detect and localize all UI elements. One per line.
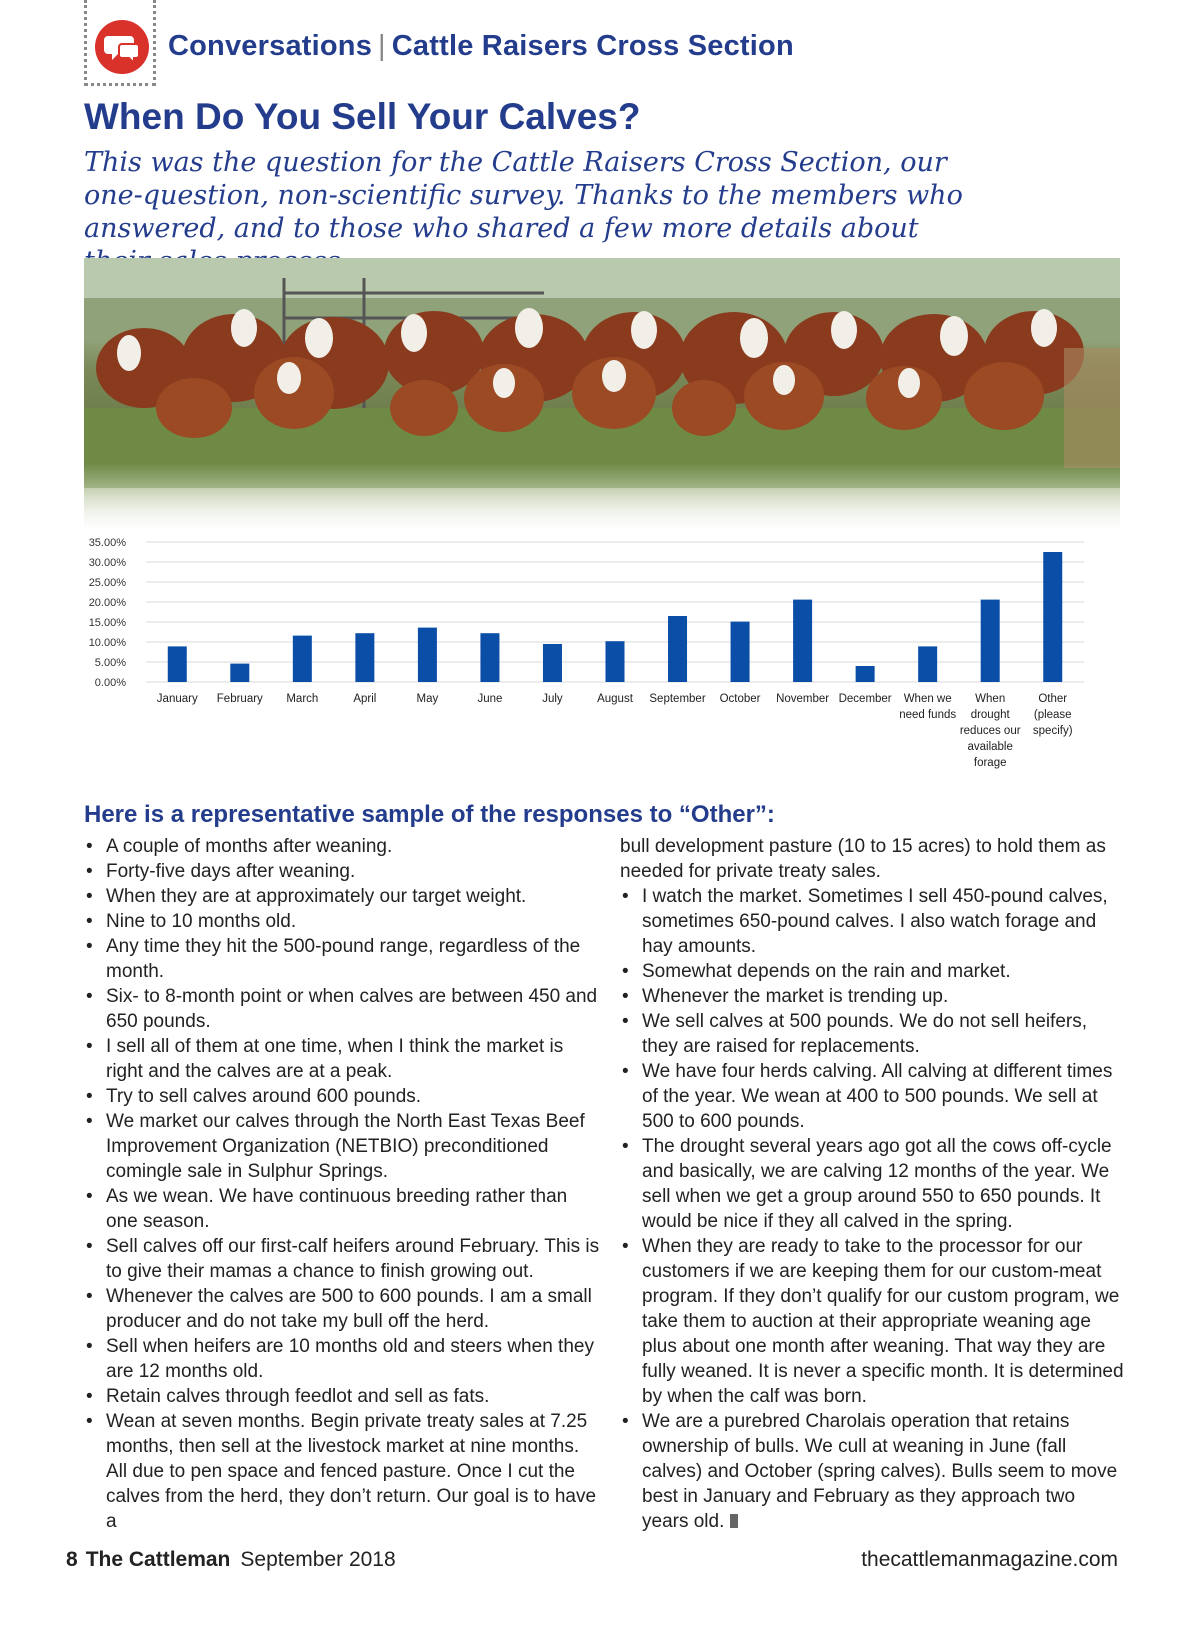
response-item: • We have four herds calving. All calving at different times of the year. We wean at 400 to 500 pounds. We sell at 500 to 600 pounds.	[620, 1059, 1125, 1134]
response-item: • Any time they hit the 500-pound range, regardless of the month.	[84, 934, 604, 984]
response-item: • When they are at approximately our target weight.	[84, 884, 604, 909]
chart-bar	[418, 628, 437, 682]
response-item: • Whenever the market is trending up.	[620, 984, 1125, 1009]
x-tick-line: Other	[1038, 693, 1068, 705]
x-tick-line: available	[967, 741, 1013, 753]
responses-right-column	[620, 834, 1125, 1534]
footer-left	[66, 1548, 396, 1572]
response-item: • Sell when heifers are 10 months old and steers when they are 12 months old.	[84, 1334, 604, 1384]
response-item: • Sell calves off our first-calf heifers around February. This is to give their mamas a chance to finish growing out.	[84, 1234, 604, 1284]
response-item: • We market our calves through the North East Texas Beef Improvement Organization (NETBIO) preconditioned comingle sale in Sulphur Springs.	[84, 1109, 604, 1184]
responses-heading: Here is a representative sample of the responses to “Other”:	[84, 801, 775, 828]
response-item: • As we wean. We have continuous breeding rather than one season.	[84, 1184, 604, 1234]
section-name: Conversations	[168, 30, 373, 62]
x-tick-label	[542, 693, 563, 705]
y-tick-label: 15.00%	[88, 617, 126, 629]
y-tick-label: 30.00%	[88, 557, 126, 569]
chart-bar	[355, 633, 374, 682]
bar-chart-svg	[84, 538, 1120, 804]
x-tick-label	[839, 693, 892, 705]
x-tick-label	[417, 693, 439, 705]
chart-bar	[856, 666, 875, 682]
x-tick-label	[217, 693, 263, 705]
x-tick-line: December	[838, 693, 892, 705]
chart-bar	[981, 600, 1000, 682]
x-tick-line: September	[649, 693, 706, 705]
website-url: thecattlemanmagazine.com	[861, 1548, 1118, 1571]
x-tick-line: February	[216, 693, 263, 705]
x-tick-line: forage	[973, 757, 1007, 769]
chart-bar	[668, 616, 687, 682]
x-tick-label	[960, 693, 1021, 769]
response-item: • When they are ready to take to the processor for our customers if we are keeping them for our custom-meat program. If they don’t qualify for our custom program, we take them to auction at their appropriate weaning age plus about one month after weaning. That way they are fully weaned. It is never a specific month. It is determined by when the calf was born.	[620, 1234, 1125, 1409]
responses-left-column	[84, 834, 604, 1534]
x-tick-label	[286, 693, 318, 705]
section-separator: |	[378, 30, 386, 62]
x-tick-label	[649, 693, 705, 705]
y-tick-label: 35.00%	[88, 538, 126, 549]
y-tick-label: 20.00%	[88, 597, 126, 609]
response-item: • Retain calves through feedlot and sell as fats.	[84, 1384, 604, 1409]
deck-intro: This was the question for the Cattle Raisers Cross Section, our one-question, non-scientific survey. Thanks to the members who answered, and to those who shared a few more details about	[84, 147, 963, 244]
subsection-name: Cattle Raisers Cross Section	[391, 30, 794, 62]
response-item: • I sell all of them at one time, when I think the market is right and the calves are at a peak.	[84, 1034, 604, 1084]
x-tick-line: October	[719, 693, 761, 705]
x-tick-label	[477, 693, 502, 705]
end-of-story-mark	[730, 1514, 738, 1528]
publication-name: The Cattleman	[85, 1548, 231, 1571]
x-tick-line: (please	[1033, 709, 1072, 721]
x-tick-line: January	[156, 693, 198, 705]
section-badge	[84, 0, 156, 86]
chart-bar	[606, 641, 625, 682]
page-number: 8	[66, 1548, 78, 1571]
y-tick-label: 10.00%	[88, 637, 126, 649]
speech-bubbles-icon	[95, 20, 149, 74]
x-tick-label	[899, 693, 956, 721]
x-tick-line: reduces our	[959, 725, 1021, 737]
page-title: When Do You Sell Your Calves?	[84, 96, 641, 137]
cattle-herd-photo	[84, 258, 1120, 533]
x-tick-label	[157, 693, 198, 705]
x-tick-line: June	[477, 693, 503, 705]
response-item: • A couple of months after weaning.	[84, 834, 604, 859]
section-header	[168, 30, 794, 63]
continued-response: bull development pasture (10 to 15 acres) to hold them as needed for private treaty sales.	[620, 836, 1106, 882]
y-tick-label: 0.00%	[94, 677, 126, 689]
chart-bar	[293, 636, 312, 682]
x-tick-line: May	[416, 693, 439, 705]
response-item: • Six- to 8-month point or when calves are between 450 and 650 pounds.	[84, 984, 604, 1034]
x-tick-line: When we	[903, 693, 952, 705]
x-tick-label	[1033, 693, 1073, 737]
x-tick-line: When	[975, 693, 1006, 705]
x-tick-line: July	[542, 693, 563, 705]
response-item: • Wean at seven months. Begin private treaty sales at 7.25 months, then sell at the livestock market at nine months. All due to pen space and fenced pasture. Once I cut the calves from the herd, they don’t return. Our goal is to have a	[84, 1409, 604, 1534]
chart-bar	[1043, 552, 1062, 682]
x-tick-label	[720, 693, 761, 705]
response-item: • We are a purebred Charolais operation that retains ownership of bulls. We cull at weaning in June (fall calves) and October (spring calves). Bulls seem to move best in January and February as they approach two years old.	[620, 1409, 1125, 1534]
response-item: • We sell calves at 500 pounds. We do not sell heifers, they are raised for replacements.	[620, 1009, 1125, 1059]
responses-right-list	[620, 884, 1125, 1534]
chart-bar	[230, 664, 249, 682]
x-tick-line: April	[353, 693, 377, 705]
issue-date: September 2018	[240, 1548, 396, 1571]
response-item: • Nine to 10 months old.	[84, 909, 604, 934]
response-item: • Somewhat depends on the rain and market.	[620, 959, 1125, 984]
x-tick-line: need funds	[899, 709, 957, 721]
chart-bar	[731, 622, 750, 682]
x-tick-line: drought	[970, 709, 1010, 721]
x-tick-label	[776, 693, 829, 705]
x-tick-line: November	[776, 693, 830, 705]
chart-bar	[168, 646, 187, 682]
x-tick-label	[353, 693, 376, 705]
response-item: • The drought several years ago got all the cows off-cycle and basically, we are calving 12 months of the year. We sell when we get a group around 550 to 650 pounds. It would be nice if they all calved in the spring.	[620, 1134, 1125, 1234]
responses-left-list	[84, 834, 604, 1534]
response-item: • Try to sell calves around 600 pounds.	[84, 1084, 604, 1109]
chart-bar	[543, 644, 562, 682]
sales-month-chart	[84, 538, 1120, 804]
chart-bar	[793, 600, 812, 682]
x-tick-line: specify)	[1032, 725, 1073, 737]
photo-fade	[84, 463, 1120, 533]
x-tick-line: August	[597, 693, 633, 705]
response-item: • I watch the market. Sometimes I sell 450-pound calves, sometimes 650-pound calves. I also watch forage and hay amounts.	[620, 884, 1125, 959]
y-tick-label: 5.00%	[94, 657, 126, 669]
chart-bar	[918, 646, 937, 682]
x-tick-label	[597, 693, 634, 705]
response-item: • Whenever the calves are 500 to 600 pounds. I am a small producer and do not take my bull off the herd.	[84, 1284, 604, 1334]
y-tick-label: 25.00%	[88, 577, 126, 589]
response-item: • Forty-five days after weaning.	[84, 859, 604, 884]
x-tick-line: March	[286, 693, 319, 705]
chart-bar	[480, 633, 499, 682]
